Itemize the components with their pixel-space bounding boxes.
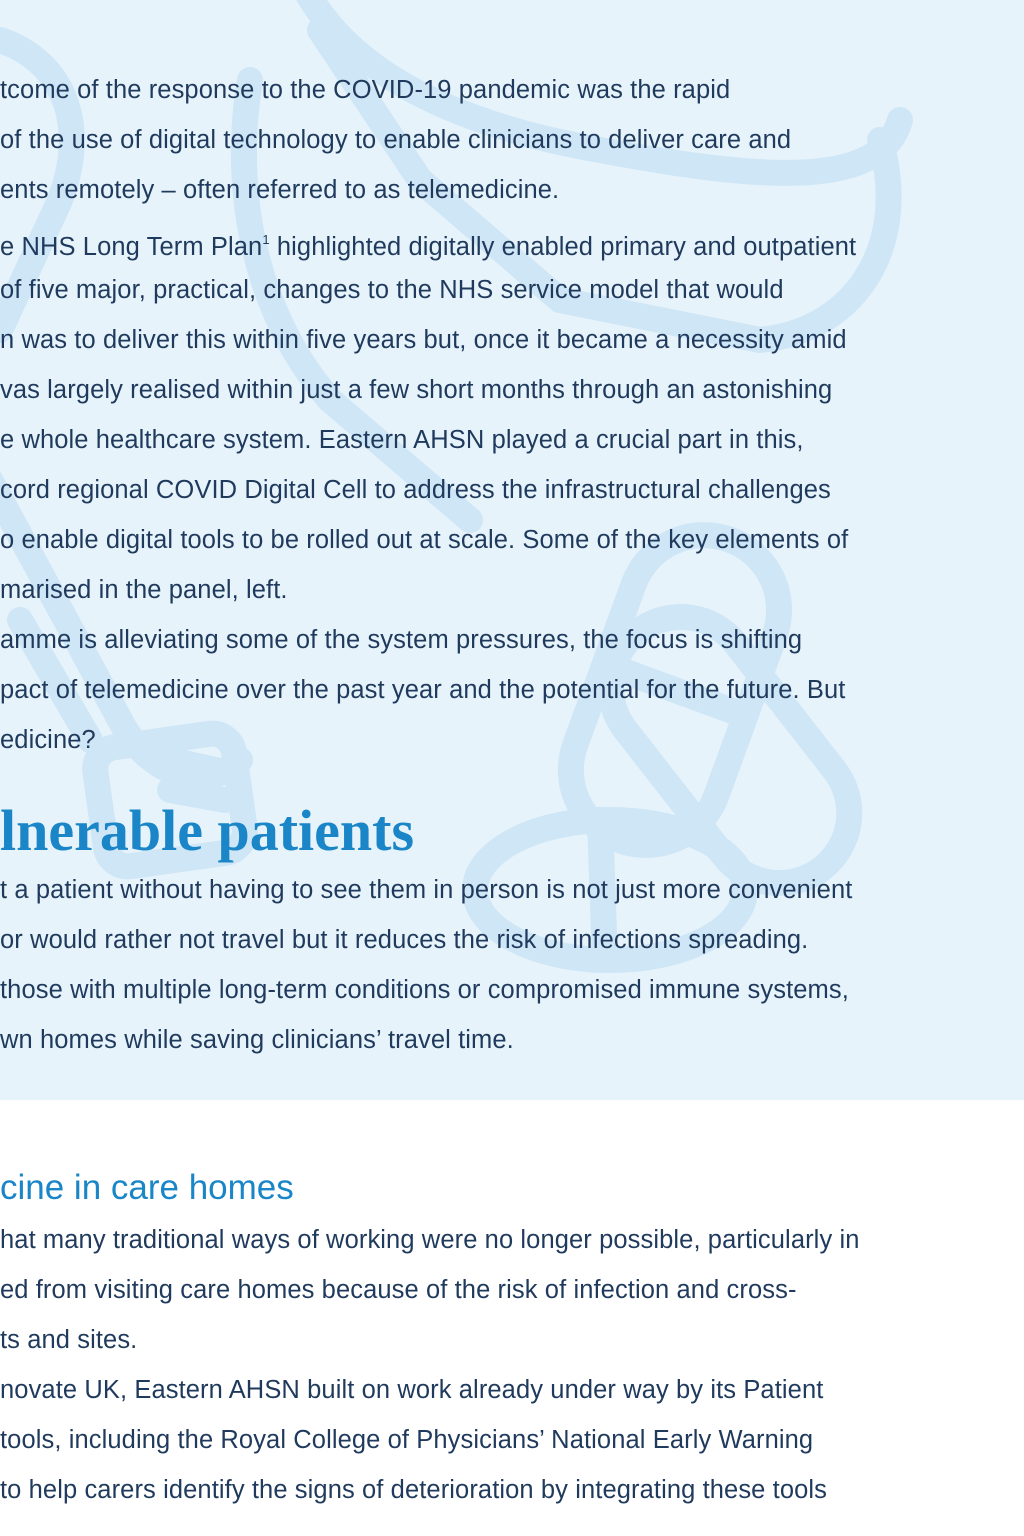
paragraph-line: amme is alleviating some of the system pressures, the focus is shifting (0, 626, 803, 654)
paragraph-line: of the use of digital technology to enable clinicians to deliver care and (0, 126, 792, 154)
paragraph-line: o enable digital tools to be rolled out at scale. Some of the key elements of (0, 526, 849, 554)
paragraph-line: marised in the panel, left. (0, 576, 288, 604)
section-heading-care-homes: cine in care homes (0, 1168, 294, 1207)
paragraph-line: ts and sites. (0, 1326, 138, 1354)
footnote-marker: 1 (262, 232, 270, 247)
plan-line-before: e NHS Long Term Plan (0, 233, 263, 261)
paragraph-line: cord regional COVID Digital Cell to address the infrastructural challenges (0, 476, 831, 504)
paragraph-line: edicine? (0, 726, 96, 754)
section-heading-vulnerable-patients: lnerable patients (0, 798, 415, 863)
paragraph-line: vas largely realised within just a few short months through an astonishing (0, 376, 833, 404)
paragraph-line: to help carers identify the signs of deterioration by integrating these tools (0, 1476, 828, 1504)
paragraph-line: wn homes while saving clinicians’ travel time. (0, 1026, 514, 1054)
paragraph-line: tcome of the response to the COVID-19 pandemic was the rapid (0, 76, 731, 104)
paragraph-line: hat many traditional ways of working were no longer possible, particularly in (0, 1226, 860, 1254)
paragraph-line: e whole healthcare system. Eastern AHSN played a crucial part in this, (0, 426, 804, 454)
paragraph-line: n was to deliver this within five years but, once it became a necessity amid (0, 326, 847, 354)
paragraph-line: those with multiple long-term conditions or compromised immune systems, (0, 976, 849, 1004)
paragraph-line: or would rather not travel but it reduces the risk of infections spreading. (0, 926, 809, 954)
paragraph-line: of five major, practical, changes to the NHS service model that would (0, 276, 784, 304)
plan-line-after: highlighted digitally enabled primary and outpatient (269, 233, 857, 261)
paragraph-line: tools, including the Royal College of Physicians’ National Early Warning (0, 1426, 814, 1454)
paragraph-line: t a patient without having to see them in person is not just more convenient (0, 876, 853, 904)
plan-line (0, 224, 856, 263)
paragraph-line: ed from visiting care homes because of the risk of infection and cross- (0, 1276, 797, 1304)
paragraph-line: ents remotely – often referred to as telemedicine. (0, 176, 560, 204)
paragraph-line: pact of telemedicine over the past year and the potential for the future. But (0, 676, 846, 704)
paragraph-line: novate UK, Eastern AHSN built on work already under way by its Patient (0, 1376, 824, 1404)
